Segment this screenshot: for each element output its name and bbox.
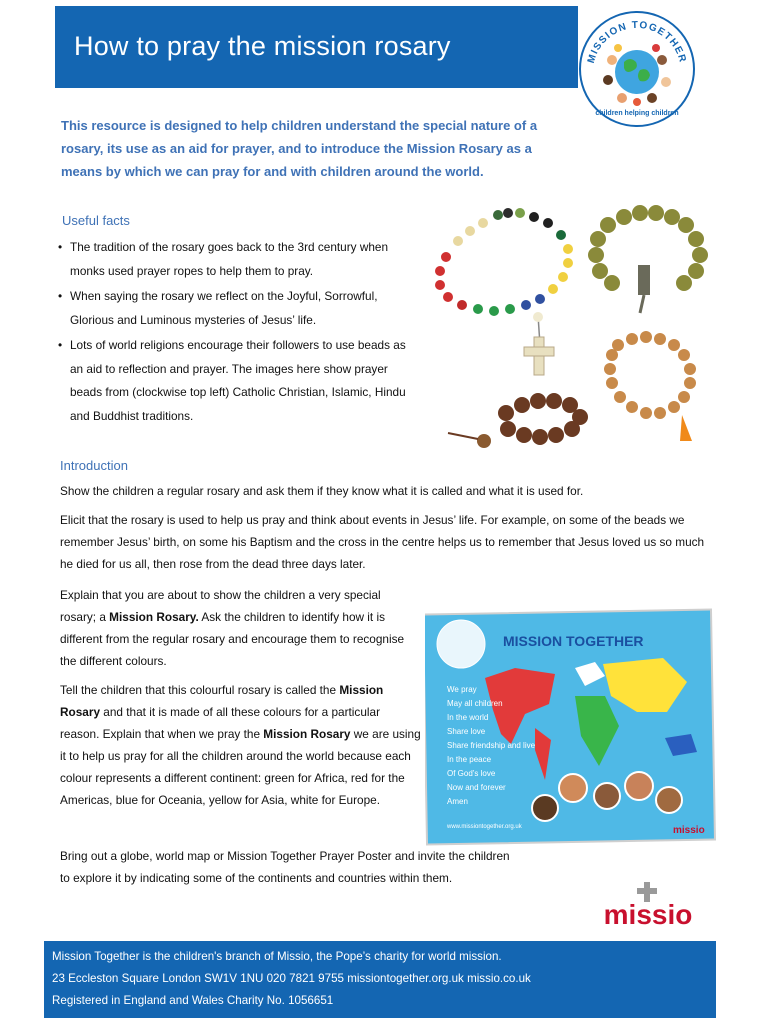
svg-text:In the peace: In the peace — [447, 755, 492, 764]
svg-text:Amen: Amen — [447, 797, 468, 806]
footer-line-charity: Registered in England and Wales Charity No. 1056651 — [52, 994, 334, 1007]
intro-step-2: Elicit that the rosary is used to help us pray and think about events in Jesus’ life. For example, on some of the beads we remember Jesus’ birth, on some his Baptism and the cross in the centre helps us to remember that Jesus loved us so much he died for us all, then rose from the dead three days later. — [60, 513, 705, 571]
svg-text:www.missiontogether.org.uk: www.missiontogether.org.uk — [447, 824, 522, 830]
missio-logo — [592, 882, 704, 926]
introduction-heading: Introduction — [60, 458, 128, 473]
intro-step-3: Explain that you are about to show the children a very special rosary; a Mission Rosary. Ask the children to identify how it is different from the regular rosary and encourage them to recognise the different colours. — [60, 588, 405, 668]
useful-facts-list — [58, 236, 420, 430]
svg-text:Of God’s love: Of God’s love — [447, 769, 496, 778]
svg-text:MISSION TOGETHER: MISSION TOGETHER — [503, 633, 644, 649]
intro-step-1: Show the children a regular rosary and ask them if they know what it is called and what it is used for. — [60, 484, 584, 498]
mission-together-logo — [578, 10, 696, 128]
fact-item: • Lots of world religions encourage their followers to use beads as an aid to reflection and prayer. The images here show prayer beads from (clockwise top left) Catholic Christian, Islamic, Hindu and Buddhist traditions. — [58, 334, 420, 428]
footer-banner — [44, 941, 716, 1018]
svg-text:We pray: We pray — [447, 685, 477, 694]
svg-text:children helping children: children helping children — [595, 110, 679, 117]
useful-facts-heading: Useful facts — [62, 213, 130, 228]
title-banner — [55, 6, 578, 88]
svg-text:missio: missio — [603, 899, 693, 926]
hindu-mala — [604, 331, 696, 441]
fact-item: • When saying the rosary we reflect on the Joyful, Sorrowful, Glorious and Luminous mysteries of Jesus’ life. — [58, 285, 420, 332]
mission-together-poster-image — [425, 608, 717, 846]
svg-text:MISSION TOGETHER: MISSION TOGETHER — [585, 19, 689, 65]
page-title: How to pray the mission rosary — [74, 31, 451, 61]
catholic-rosary — [435, 208, 573, 375]
footer-line-about: Mission Together is the children's branch of Missio, the Pope’s charity for world mission. — [52, 950, 502, 963]
svg-text:In the world: In the world — [447, 713, 489, 722]
intro-step-4: Tell the children that this colourful rosary is called the Mission Rosary and that it is made of all these colours for a particular reason. Explain that when we pray the Mission Rosary we are using it to help us pray for all the children around the world because each colour represents a different continent: green for Africa, red for the Americas, blue for Oceania, yellow for Asia, white for Europe. — [60, 683, 421, 807]
intro-step-5: Bring out a globe, world map or Mission Together Prayer Poster and invite the children to explore it by indicating some of the continents and countries within them. — [60, 849, 510, 885]
svg-text:Now and forever: Now and forever — [447, 783, 506, 792]
footer-line-address: 23 Eccleston Square London SW1V 1NU 020 7821 9755 missiontogether.org.uk missio.co.uk — [52, 972, 531, 985]
islamic-beads — [588, 205, 708, 313]
svg-text:May all children: May all children — [447, 699, 503, 708]
svg-text:missio: missio — [673, 825, 705, 836]
prayer-beads-image — [428, 205, 718, 455]
fact-item: • The tradition of the rosary goes back to the 3rd century when monks used prayer ropes to help them to pray. — [58, 236, 420, 283]
svg-text:Share friendship and live: Share friendship and live — [447, 741, 536, 750]
svg-text:Share love: Share love — [447, 727, 486, 736]
intro-paragraph: This resource is designed to help children understand the special nature of a rosary, its use as an aid for prayer, and to introduce the Mission Rosary as a means by which we can pray for and with children around the world. — [61, 118, 538, 179]
buddhist-beads — [448, 393, 588, 448]
